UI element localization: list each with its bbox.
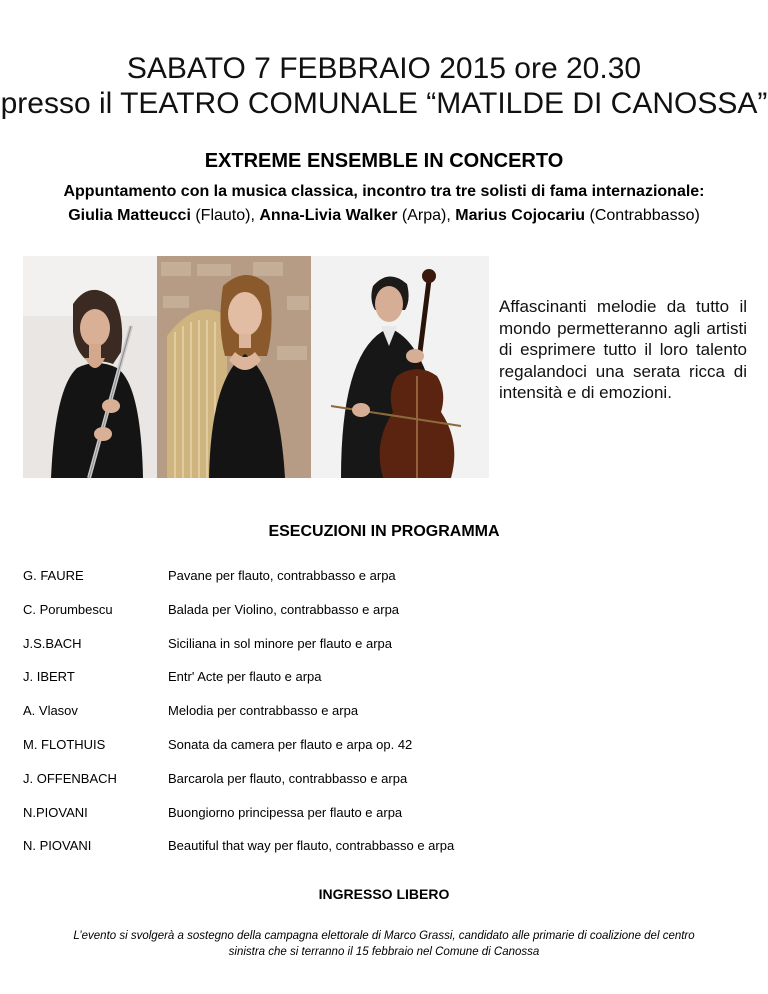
concert-title: EXTREME ENSEMBLE IN CONCERTO (204, 150, 564, 172)
composer: G. FAURE (23, 568, 84, 583)
piece-title: Balada per Violino, contrabbasso e arpa (168, 601, 400, 617)
performer-name: Anna-Livia Walker (259, 207, 398, 224)
composer: N.PIOVANI (23, 804, 88, 820)
piece-title: Siciliana in sol minore per flauto e arpa (168, 635, 393, 651)
composer: J.S.BACH (23, 635, 82, 651)
performer-instrument: (Arpa), (397, 207, 456, 224)
performer-instrument: (Flauto), (190, 207, 260, 224)
footnote-line: sinistra che si terranno il 15 febbraio nel Comune di Canossa (228, 946, 540, 958)
piece-title: Melodia per contrabbasso e arpa (168, 703, 359, 719)
piece-title: Entr' Acte per flauto e arpa (168, 669, 322, 685)
program-title: ESECUZIONI IN PROGRAMMA (268, 523, 500, 540)
intro-line: Appuntamento con la musica classica, incontro tra tre solisti di fama internazionale: (63, 183, 705, 200)
harpist-photo (157, 256, 311, 478)
performer-name: Marius Cojocariu (455, 207, 586, 224)
composer: J. OFFENBACH (23, 770, 117, 786)
program-row (23, 805, 743, 839)
composer: A. Vlasov (23, 703, 78, 719)
program-row (23, 838, 743, 872)
composer: N. PIOVANI (23, 838, 92, 854)
piece-title: Buongiorno principessa per flauto e arpa (168, 804, 403, 820)
program-row (23, 669, 743, 703)
program-list (23, 568, 743, 872)
performer-name: Giulia Matteucci (68, 207, 191, 224)
composer: C. Porumbescu (23, 601, 113, 617)
program-row (23, 771, 743, 805)
event-date-title: SABATO 7 FEBBRAIO 2015 ore 20.30 (126, 52, 642, 85)
footnote (30, 928, 738, 960)
footnote-line: L’evento si svolgerà a sostegno della campagna elettorale di Marco Grassi, candidato alle primarie di coalizione del centro (73, 930, 695, 942)
piece-title: Barcarola per flauto, contrabbasso e arpa (168, 770, 408, 786)
composer: M. FLOTHUIS (23, 736, 106, 752)
program-row (23, 636, 743, 670)
piece-title: Sonata da camera per flauto e arpa op. 42 (168, 736, 413, 752)
piece-title: Beautiful that way per flauto, contrabbasso e arpa (168, 838, 455, 854)
performers-line (0, 205, 768, 227)
program-row (23, 703, 743, 737)
event-description: Affascinanti melodie da tutto il mondo permetteranno agli artisti di esprimere tutto il loro talento regalandoci una serata ricca di intensità e di emozioni. (499, 297, 747, 402)
bassist-photo (311, 256, 489, 478)
program-row (23, 602, 743, 636)
composer: J. IBERT (23, 669, 75, 685)
piece-title: Pavane per flauto, contrabbasso e arpa (168, 568, 396, 583)
program-row (23, 737, 743, 771)
musicians-photo-strip (23, 256, 489, 478)
performer-instrument: (Contrabbasso) (585, 207, 700, 224)
program-row (23, 568, 743, 602)
flutist-photo (23, 256, 157, 478)
venue-title: presso il TEATRO COMUNALE “MATILDE DI CANOSSA” (0, 87, 768, 120)
free-entry-notice: INGRESSO LIBERO (318, 886, 450, 902)
